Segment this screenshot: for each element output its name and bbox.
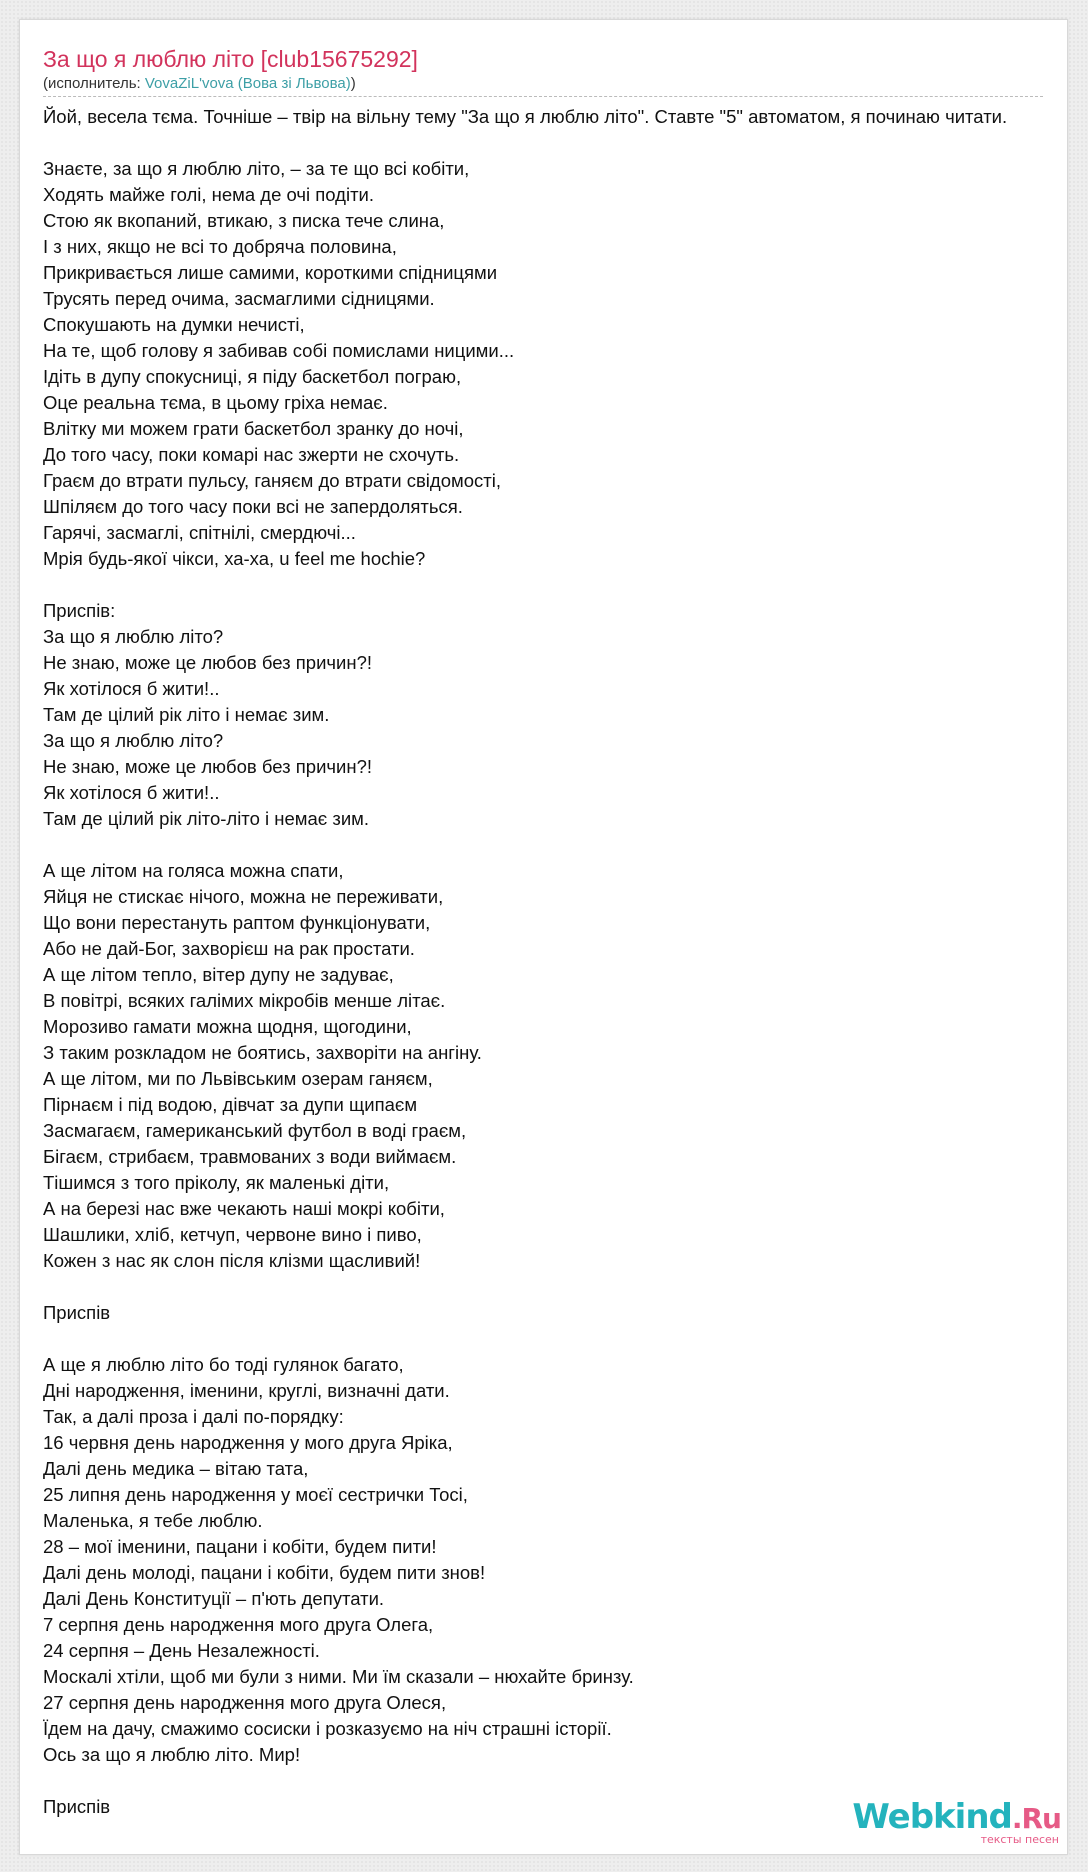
lyric-line: В повітрі, всяких галімих мікробів менше літає.	[43, 990, 446, 1011]
lyric-line: Прикривається лише самими, короткими спідницями	[43, 262, 498, 283]
lyric-line: Стою як вкопаний, втикаю, з писка тече слина,	[43, 210, 445, 231]
logo-tagline: тексты песен	[980, 1833, 1059, 1846]
performer-suffix: )	[350, 75, 356, 92]
logo-domain-text: .Ru	[1011, 1802, 1061, 1835]
lyric-line: Так, а далі проза і далі по-порядку:	[43, 1406, 344, 1427]
lyric-line: Приспів	[43, 1796, 111, 1817]
lyric-line: Що вони перестануть раптом функціонувати,	[43, 912, 431, 933]
lyric-line: Тішимся з того пріколу, як маленькі діти,	[43, 1172, 390, 1193]
lyric-line: Там де цілий рік літо-літо і немає зим.	[43, 808, 370, 829]
lyric-line: Засмагаєм, гамериканський футбол в воді граєм,	[43, 1120, 467, 1141]
lyric-line: Кожен з нас як слон після клізми щасливий!	[43, 1250, 421, 1271]
lyric-line: Шашлики, хліб, кетчуп, червоне вино і пиво,	[43, 1224, 422, 1245]
lyric-line: Оце реальна тєма, в цьому гріха немає.	[43, 392, 388, 413]
lyric-line: Йой, весела тєма. Точніше – твір на вільну тему "За що я люблю літо". Ставте "5" автоматом, я починаю читати.	[43, 106, 1008, 127]
webkind-logo[interactable]	[852, 1797, 1061, 1846]
lyric-blank-line	[43, 1768, 1068, 1794]
lyric-line: Мрія будь-якої чікси, ха-ха, u feel me hochie?	[43, 548, 426, 569]
lyric-line: 16 червня день народження у мого друга Яріка,	[43, 1432, 453, 1453]
lyric-line: Ідіть в дупу спокусниці, я піду баскетбол пограю,	[43, 366, 462, 387]
lyric-line: А ще літом, ми по Львівським озерам ганяєм,	[43, 1068, 433, 1089]
lyric-line: Або не дай-Бог, захворієш на рак простати.	[43, 938, 415, 959]
lyric-line: Морозиво гамати можна щодня, щогодини,	[43, 1016, 412, 1037]
lyric-line: На те, щоб голову я забивав собі помислами ницими...	[43, 340, 515, 361]
lyric-line: І з них, якщо не всі то добряча половина,	[43, 236, 397, 257]
lyrics-text	[43, 104, 1068, 1820]
logo-main-text: Webkind	[852, 1797, 1012, 1837]
lyric-line: 27 серпня день народження мого друга Олеся,	[43, 1692, 447, 1713]
song-title: За що я люблю літо [club15675292]	[43, 46, 418, 72]
lyric-line: Гарячі, засмаглі, спітнілі, смердючі...	[43, 522, 356, 543]
lyric-line: Їдем на дачу, смажимо сосиски і розказуємо на ніч страшні історії.	[43, 1718, 612, 1739]
lyric-line: Трусять перед очима, засмаглими сідницями.	[43, 288, 435, 309]
lyric-line: Влітку ми можем грати баскетбол зранку до ночі,	[43, 418, 464, 439]
lyric-line: Приспів	[43, 1302, 111, 1323]
lyric-line: Як хотілося б жити!..	[43, 678, 220, 699]
lyric-line: 28 – мої іменини, пацани і кобіти, будем пити!	[43, 1536, 437, 1557]
lyric-line: Ходять майже голі, нема де очі подіти.	[43, 184, 375, 205]
lyrics-card	[19, 19, 1068, 1855]
lyric-line: А ще я люблю літо бо тоді гулянок багато,	[43, 1354, 404, 1375]
logo-wordmark	[852, 1797, 1061, 1837]
lyric-line: Знаєте, за що я люблю літо, – за те що всі кобіти,	[43, 158, 470, 179]
lyric-line: А ще літом тепло, вітер дупу не задуває,	[43, 964, 394, 985]
lyric-blank-line	[43, 1326, 1068, 1352]
lyric-line: Пірнаєм і під водою, дівчат за дупи щипаєм	[43, 1094, 418, 1115]
lyric-blank-line	[43, 572, 1068, 598]
lyric-line: Як хотілося б жити!..	[43, 782, 220, 803]
lyric-line: Москалі хтіли, щоб ми були з ними. Ми їм сказали – нюхайте бринзу.	[43, 1666, 634, 1687]
lyric-line: 25 липня день народження у моєї сестрички Тосі,	[43, 1484, 468, 1505]
lyric-blank-line	[43, 1274, 1068, 1300]
lyric-line: До того часу, поки комарі нас зжерти не схочуть.	[43, 444, 460, 465]
performer-prefix: (исполнитель:	[43, 75, 145, 92]
lyric-line: Маленька, я тебе люблю.	[43, 1510, 263, 1531]
lyric-line: Дні народження, іменини, круглі, визначні дати.	[43, 1380, 450, 1401]
lyric-line: А ще літом на голяса можна спати,	[43, 860, 344, 881]
lyric-line: Не знаю, може це любов без причин?!	[43, 652, 373, 673]
lyric-blank-line	[43, 832, 1068, 858]
lyric-line: З таким розкладом не боятись, захворіти на ангіну.	[43, 1042, 482, 1063]
lyric-line: Шпіляєм до того часу поки всі не запердоляться.	[43, 496, 463, 517]
lyric-line: Спокушають на думки нечисті,	[43, 314, 305, 335]
song-header	[43, 44, 1043, 97]
lyric-line: За що я люблю літо?	[43, 626, 224, 647]
lyric-line: 24 серпня – День Незалежності.	[43, 1640, 320, 1661]
lyric-line: За що я люблю літо?	[43, 730, 224, 751]
performer-line	[43, 74, 1043, 94]
lyric-line: Граєм до втрати пульсу, ганяєм до втрати свідомості,	[43, 470, 501, 491]
lyric-line: Далі день медика – вітаю тата,	[43, 1458, 309, 1479]
lyric-blank-line	[43, 130, 1068, 156]
lyric-line: Не знаю, може це любов без причин?!	[43, 756, 373, 777]
lyric-line: Далі День Конституції – п'ють депутати.	[43, 1588, 385, 1609]
performer-link[interactable]: VovaZiL'vova (Вова зі Львова)	[144, 75, 351, 92]
lyric-line: Яйця не стискає нічого, можна не переживати,	[43, 886, 444, 907]
lyric-line: Приспів:	[43, 600, 116, 621]
lyric-line: Бігаєм, стрибаєм, травмованих з води виймаєм.	[43, 1146, 457, 1167]
lyric-line: Ось за що я люблю літо. Мир!	[43, 1744, 301, 1765]
lyric-line: Далі день молоді, пацани і кобіти, будем пити знов!	[43, 1562, 486, 1583]
lyric-line: 7 серпня день народження мого друга Олега,	[43, 1614, 434, 1635]
lyric-line: А на березі нас вже чекають наші мокрі кобіти,	[43, 1198, 445, 1219]
lyric-line: Там де цілий рік літо і немає зим.	[43, 704, 330, 725]
